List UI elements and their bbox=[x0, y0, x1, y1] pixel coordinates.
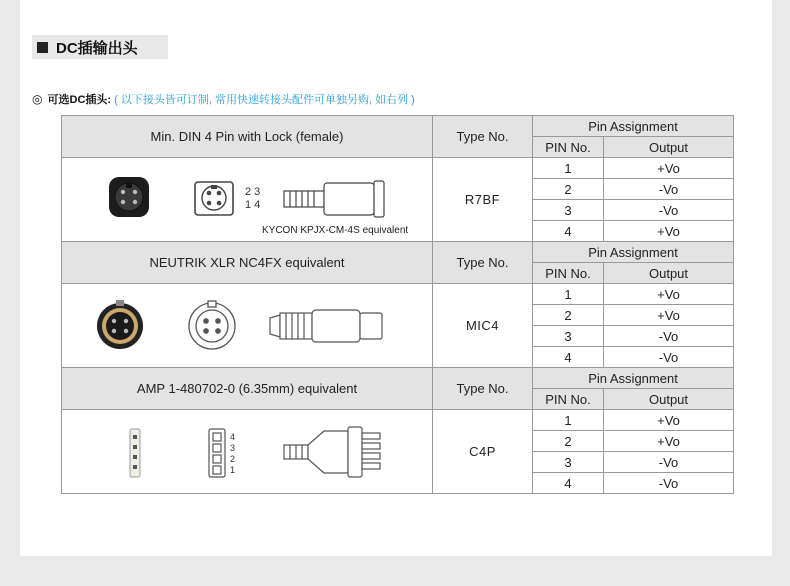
type-no-header: Type No. bbox=[433, 368, 533, 410]
pin-assignment-header: Pin Assignment bbox=[533, 368, 734, 389]
pin-output: +Vo bbox=[604, 431, 734, 452]
connector-title: NEUTRIK XLR NC4FX equivalent bbox=[62, 242, 433, 284]
pin-output: -Vo bbox=[604, 452, 734, 473]
model-code: MIC4 bbox=[433, 284, 533, 368]
mini-din-plug-icon bbox=[284, 181, 384, 217]
type-no-header: Type No. bbox=[433, 242, 533, 284]
xlr-pinout-icon bbox=[189, 301, 235, 349]
pin-output: +Vo bbox=[604, 305, 734, 326]
subtitle-label: 可选DC插头: bbox=[47, 94, 112, 106]
pin-number: 1 bbox=[533, 284, 604, 305]
output-header: Output bbox=[604, 389, 734, 410]
connector-spec-table bbox=[61, 115, 734, 494]
pin-assignment-header: Pin Assignment bbox=[533, 242, 734, 263]
subtitle-line bbox=[32, 91, 415, 107]
square-bullet-icon bbox=[37, 42, 48, 53]
connector-title: AMP 1-480702-0 (6.35mm) equivalent bbox=[62, 368, 433, 410]
pin-label-3: 3 bbox=[230, 442, 236, 453]
output-header: Output bbox=[604, 137, 734, 158]
pin-number: 4 bbox=[533, 473, 604, 494]
pin-label-bottom: 1 4 bbox=[245, 198, 261, 211]
mini-din-front-icon bbox=[109, 177, 149, 217]
output-header: Output bbox=[604, 263, 734, 284]
pin-output: +Vo bbox=[604, 410, 734, 431]
section-title: DC插输出头 bbox=[56, 39, 138, 57]
amp-plug-icon bbox=[284, 427, 380, 477]
pin-output: +Vo bbox=[604, 221, 734, 242]
pin-number: 2 bbox=[533, 179, 604, 200]
xlr-connector-illustration bbox=[62, 285, 433, 367]
pin-number: 3 bbox=[533, 452, 604, 473]
subtitle-note: ( 以下接头皆可订制, 常用快速转接头配件可单独另购, 如右列 ) bbox=[114, 94, 415, 106]
pin-number: 3 bbox=[533, 326, 604, 347]
pin-no-header: PIN No. bbox=[533, 263, 604, 284]
pin-output: -Vo bbox=[604, 179, 734, 200]
pin-no-header: PIN No. bbox=[533, 137, 604, 158]
mini-din-pinout-icon bbox=[195, 182, 233, 215]
pin-number: 4 bbox=[533, 347, 604, 368]
pin-number: 1 bbox=[533, 410, 604, 431]
xlr-front-icon bbox=[97, 300, 143, 349]
pin-number: 1 bbox=[533, 158, 604, 179]
pin-output: -Vo bbox=[604, 200, 734, 221]
section-header bbox=[32, 35, 168, 59]
amp-connector-illustration bbox=[62, 411, 433, 493]
pin-number: 2 bbox=[533, 305, 604, 326]
connector-image-cell bbox=[62, 284, 433, 368]
pin-output: -Vo bbox=[604, 326, 734, 347]
pin-label-1: 1 bbox=[230, 464, 236, 475]
pin-label-2: 2 bbox=[230, 453, 236, 464]
pin-assignment-header: Pin Assignment bbox=[533, 116, 734, 137]
equivalent-note: KYCON KPJX-CM-4S equivalent bbox=[262, 224, 409, 236]
xlr-plug-icon bbox=[270, 310, 382, 342]
pin-output: +Vo bbox=[604, 284, 734, 305]
target-icon: ◎ bbox=[32, 92, 43, 106]
pin-output: +Vo bbox=[604, 158, 734, 179]
type-no-header: Type No. bbox=[433, 116, 533, 158]
pin-output: -Vo bbox=[604, 347, 734, 368]
connector-image-cell bbox=[62, 410, 433, 494]
pin-number: 3 bbox=[533, 200, 604, 221]
pin-no-header: PIN No. bbox=[533, 389, 604, 410]
pin-number: 2 bbox=[533, 431, 604, 452]
connector-title: Min. DIN 4 Pin with Lock (female) bbox=[62, 116, 433, 158]
pin-label-top: 2 3 bbox=[245, 185, 261, 198]
amp-pinout-icon bbox=[209, 429, 225, 477]
pin-label-4: 4 bbox=[230, 431, 236, 442]
connector-image-cell bbox=[62, 158, 433, 242]
model-code: C4P bbox=[433, 410, 533, 494]
pin-output: -Vo bbox=[604, 473, 734, 494]
model-code: R7BF bbox=[433, 158, 533, 242]
pin-number: 4 bbox=[533, 221, 604, 242]
amp-housing-front-icon bbox=[130, 429, 140, 477]
